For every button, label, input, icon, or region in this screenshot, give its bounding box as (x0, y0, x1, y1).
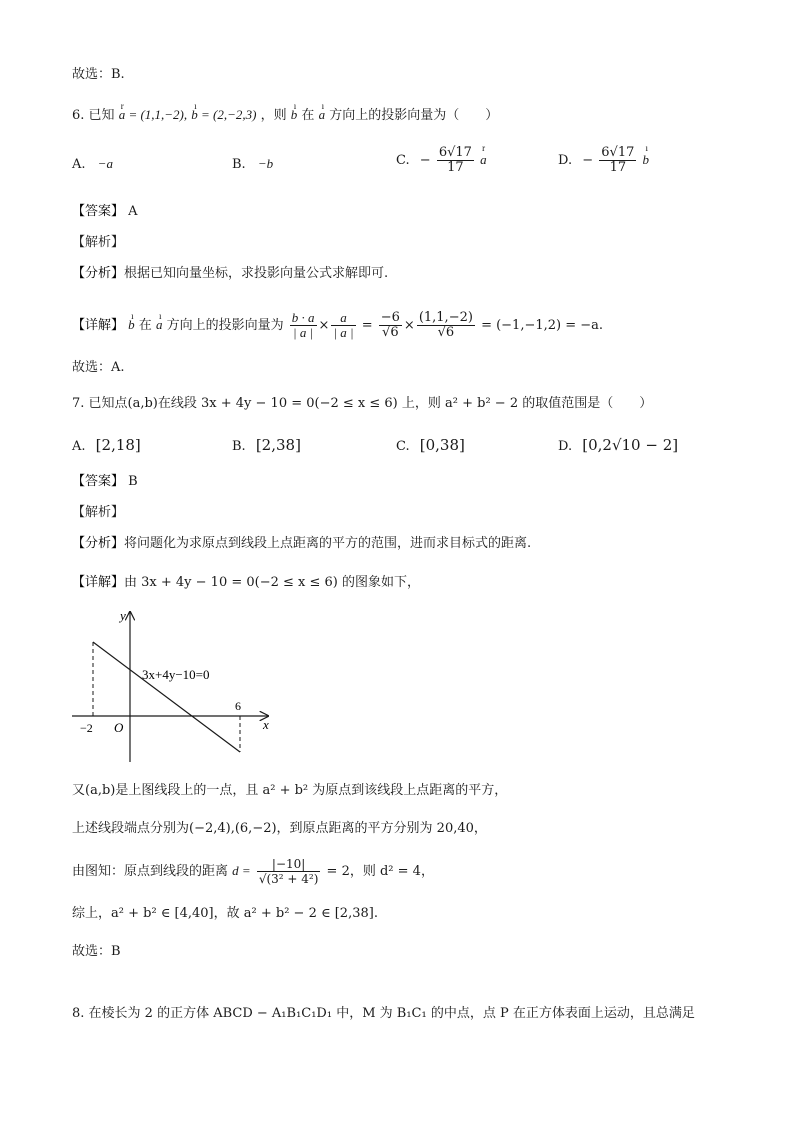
q6-option-d: D. − $\frac{6√17}{17}$ ı b (558, 146, 649, 175)
detail-vector-b: ı b (128, 310, 135, 340)
q6-stem-prefix: 6. 已知 (72, 108, 115, 123)
line3-fraction: $\frac{|-10|}{\text{√(3² + 4²)}}$ (258, 857, 319, 886)
formula-frac-4: $\frac{(1,1,-2)}{√6}$ (418, 310, 473, 340)
option-label: D. (558, 153, 573, 168)
q6-stem-a: r a = (1,1,−2), (119, 106, 187, 124)
q6-answer (72, 203, 138, 221)
option-label: A. (72, 157, 86, 172)
x-left-tick-label: −2 (80, 721, 93, 735)
detail-tag: 【详解】 (72, 318, 125, 333)
option-value: [2,38] (255, 436, 301, 454)
formula-frac-3: $\frac{-6}{√6}$ (380, 310, 400, 340)
x-right-tick-label: 6 (235, 699, 241, 713)
q6-fenxi (72, 265, 388, 283)
q6-conclusion: 故选：A. (72, 360, 125, 375)
segment-line (93, 642, 240, 752)
q6-option-c: C. − $\frac{6√17}{17}$ r a (396, 146, 487, 175)
q7-answer (72, 473, 138, 491)
option-fraction: $\frac{6√17}{17}$ (438, 145, 472, 175)
q6-stem (72, 106, 498, 125)
option-label: B. (232, 439, 246, 454)
line3-d: d = (232, 863, 251, 878)
q8-stem: 8. 在棱长为 2 的正方体 ABCD − A₁B₁C₁D₁ 中，M 为 B₁C₁ 的中点，点 P 在正方体表面上运动，且总满足 (72, 1006, 695, 1021)
q7-fenxi (72, 535, 531, 553)
q7-line1: 又(a,b)是上图线段上的一点，且 a² + b² 为原点到该线段上点距离的平方， (72, 783, 508, 798)
answer-value: B (128, 474, 138, 489)
line-equation-label: 3x+4y−10=0 (142, 667, 210, 682)
q6-stem-a2: ı a (319, 106, 326, 124)
q6-detail: 【详解】 ı b 在 ı a 方向上的投影向量为 $\frac{b \cdot a}{| a |}$ × $\frac{a}{| a |}$ = $\frac{-6}{√6}$ × $\frac{(1,1,-2)}{√6}$ = (−1,−1,2) = −a. (72, 310, 603, 341)
q6-option-b (232, 156, 273, 172)
fenxi-text: 根据已知向量坐标，求投影向量公式求解即可. (124, 266, 389, 281)
option-value: [0,38] (419, 436, 465, 454)
q6-stem-suffix: 方向上的投影向量为（ ） (329, 108, 499, 123)
option-label: C. (396, 153, 410, 168)
q7-option-a (72, 436, 141, 454)
q6-stem-mid: ，则 (260, 108, 287, 123)
q7-option-d (558, 436, 678, 454)
answer-tag: 【答案】 (72, 204, 125, 219)
q6-stem-b: ı b = (2,−2,3) (191, 106, 256, 124)
line3-prefix: 由图知：原点到线段的距离 (72, 864, 229, 879)
detail-vector-a: ı a (156, 310, 163, 340)
q7-line-graph (70, 606, 280, 766)
detail-text: 由 3x + 4y − 10 = 0(−2 ≤ x ≤ 6) 的图象如下， (124, 575, 421, 590)
formula-result: = (−1,−1,2) = −a. (476, 318, 604, 333)
option-value: [0,2√10 − 2] (582, 436, 679, 454)
option-vector: r a (480, 152, 487, 168)
option-value: −a (97, 156, 113, 171)
q6-option-a (72, 156, 113, 172)
q5-conclusion: 故选：B. (72, 67, 125, 82)
option-value: −b (257, 156, 274, 171)
y-axis-label: y (120, 608, 126, 623)
option-vector: ı b (643, 152, 650, 168)
detail-text: 在 (138, 318, 152, 333)
answer-value: A (128, 204, 138, 219)
q7-stem: 7. 已知点(a,b)在线段 3x + 4y − 10 = 0(−2 ≤ x ≤ 6) 上，则 a² + b² − 2 的取值范围是（ ） (72, 396, 653, 411)
q7-option-c (396, 436, 465, 454)
q6-stem-in: 在 (301, 108, 315, 123)
option-value: [2,18] (95, 436, 141, 454)
x-axis-label: x (263, 717, 269, 732)
detail-tag: 【详解】 (72, 575, 125, 590)
option-fraction: $\frac{6√17}{17}$ (601, 145, 635, 175)
line3-suffix: = 2，则 d² = 4， (322, 864, 434, 879)
option-label: C. (396, 439, 410, 454)
fenxi-text: 将问题化为求原点到线段上点距离的平方的范围，进而求目标式的距离. (124, 536, 532, 551)
q7-option-b (232, 436, 301, 454)
q7-line2: 上述线段端点分别为(−2,4),(6,−2)，到原点距离的平方分别为 20,40， (72, 821, 487, 836)
fenxi-tag: 【分析】 (72, 536, 125, 551)
q6-analysis-tag: 【解析】 (72, 235, 125, 250)
detail-text2: 方向上的投影向量为 (166, 318, 284, 333)
q7-line3 (72, 857, 434, 886)
q7-conclusion: 故选：B (72, 944, 121, 959)
fenxi-tag: 【分析】 (72, 266, 125, 281)
answer-tag: 【答案】 (72, 474, 125, 489)
q7-line4: 综上，a² + b² ∈ [4,40]，故 a² + b² − 2 ∈ [2,38]. (72, 906, 378, 921)
q7-analysis-tag: 【解析】 (72, 505, 125, 520)
option-label: B. (232, 157, 246, 172)
q7-detail (72, 574, 420, 592)
option-label: D. (558, 439, 573, 454)
origin-label: O (114, 720, 124, 735)
q6-stem-b2: ı b (291, 106, 298, 124)
formula-frac-2: $\frac{a}{| a |}$ (333, 310, 354, 340)
option-label: A. (72, 439, 86, 454)
formula-frac-1: $\frac{b \cdot a}{| a |}$ (291, 310, 315, 340)
